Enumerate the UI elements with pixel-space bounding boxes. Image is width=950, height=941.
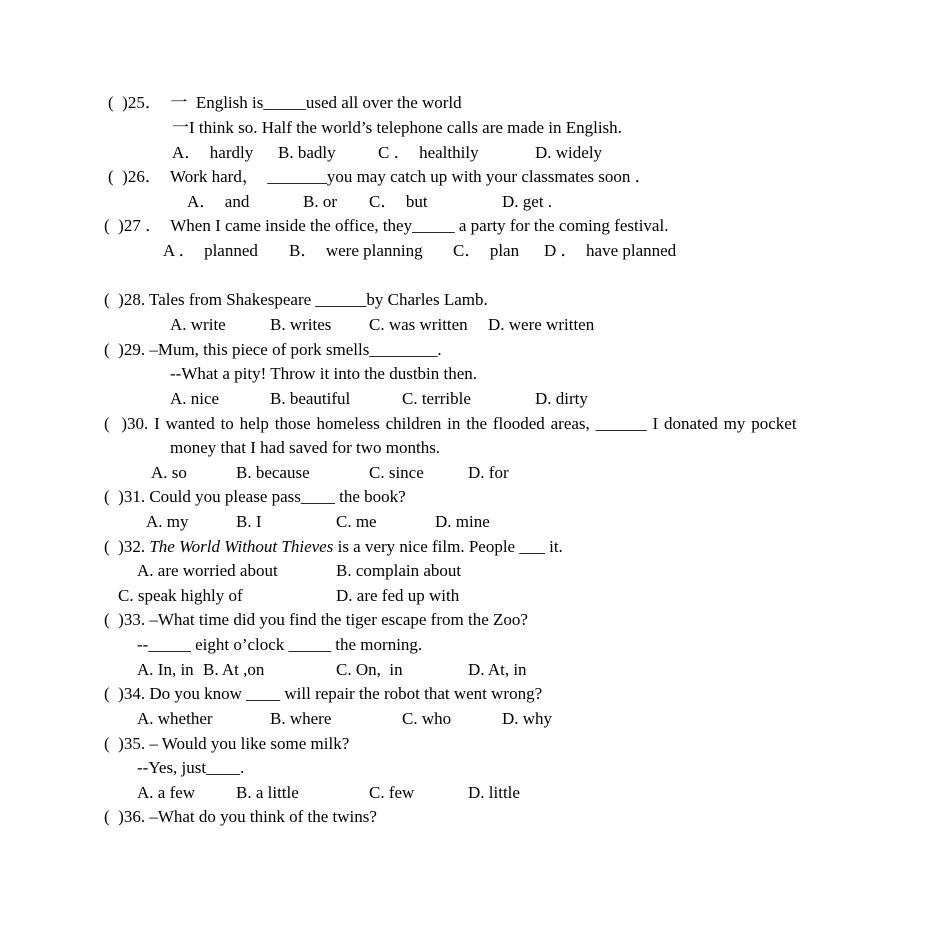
question-32-text: is a very nice film. People ___ it. <box>333 537 563 556</box>
question-25-reply: 一I think so. Half the world’s telephone calls are made in English. <box>172 118 622 137</box>
q26-option-d: D. get . <box>502 192 553 211</box>
q35-option-b: B. a little <box>236 783 299 802</box>
q31-option-a: A. my <box>146 512 189 531</box>
q35-option-a: A. a few <box>137 783 196 802</box>
question-33-reply: --_____ eight o’clock _____ the morning. <box>137 635 423 654</box>
question-32 <box>104 537 563 557</box>
film-title: The World Without Thieves <box>149 537 334 556</box>
question-27: ( )27 ． When I came inside the office, they_____ a party for the coming festival. <box>104 216 669 235</box>
q29-option-a: A. nice <box>170 389 220 408</box>
question-35: ( )35. – Would you like some milk? <box>104 734 350 753</box>
q32-option-d: D. are fed up with <box>336 586 460 605</box>
q32-option-c: C. speak highly of <box>118 586 243 605</box>
q29-option-c: C. terrible <box>402 389 471 408</box>
q27-option-a: A ． planned <box>163 241 258 260</box>
q34-option-b: B. where <box>270 709 332 728</box>
q32-option-b: B. complain about <box>336 561 462 580</box>
q30-option-d: D. for <box>468 463 509 482</box>
q27-option-c: C． plan <box>453 241 520 260</box>
q29-option-b: B. beautiful <box>270 389 351 408</box>
q27-option-d: D ． have planned <box>544 241 677 260</box>
q32-option-a: A. are worried about <box>137 561 278 580</box>
q25-option-b: B. badly <box>278 143 336 162</box>
q34-option-c: C. who <box>402 709 452 728</box>
q35-option-d: D. little <box>468 783 520 802</box>
question-30-continued: money that I had saved for two months. <box>170 438 441 457</box>
q26-option-c: C． but <box>369 192 428 211</box>
q26-option-b: B. or <box>303 192 337 211</box>
q30-option-a: A. so <box>151 463 187 482</box>
q28-option-d: D. were written <box>488 315 595 334</box>
q25-option-c: C ． healthily <box>378 143 479 162</box>
question-32-number: ( )32. <box>104 537 150 556</box>
q34-option-a: A. whether <box>137 709 213 728</box>
q26-option-a: A． and <box>187 192 250 211</box>
q33-option-b: B. At ,on <box>203 660 265 679</box>
q33-option-a: A. In, in <box>137 660 194 679</box>
question-31: ( )31. Could you please pass____ the book? <box>104 487 406 506</box>
q33-option-c: C. On, in <box>336 660 403 679</box>
q31-option-c: C. me <box>336 512 377 531</box>
q31-option-d: D. mine <box>435 512 490 531</box>
question-28: ( )28. Tales from Shakespeare ______by Charles Lamb. <box>104 290 488 309</box>
question-26: ( )26． Work hard， _______you may catch up with your classmates soon ． <box>108 167 652 186</box>
q28-option-a: A. write <box>170 315 226 334</box>
q30-option-b: B. because <box>236 463 310 482</box>
question-36: ( )36. –What do you think of the twins? <box>104 807 377 826</box>
q25-option-a: A． hardly <box>172 143 254 162</box>
question-35-reply: --Yes, just____. <box>137 758 245 777</box>
q28-option-b: B. writes <box>270 315 332 334</box>
question-33: ( )33. –What time did you find the tiger escape from the Zoo? <box>104 610 528 629</box>
q33-option-d: D. At, in <box>468 660 527 679</box>
q30-option-c: C. since <box>369 463 424 482</box>
question-34: ( )34. Do you know ____ will repair the robot that went wrong? <box>104 684 543 703</box>
q28-option-c: C. was written <box>369 315 468 334</box>
q29-option-d: D. dirty <box>535 389 588 408</box>
q34-option-d: D. why <box>502 709 553 728</box>
question-25: ( )25． 一 English is_____used all over the world <box>108 93 462 112</box>
q35-option-c: C. few <box>369 783 415 802</box>
question-29-reply: --What a pity! Throw it into the dustbin then. <box>170 364 478 383</box>
q25-option-d: D. widely <box>535 143 603 162</box>
question-30: ( )30. I wanted to help those homeless children in the flooded areas, ______ I donated my pocket <box>104 414 797 433</box>
q27-option-b: B． were planning <box>289 241 423 260</box>
q31-option-b: B. I <box>236 512 262 531</box>
question-29: ( )29. –Mum, this piece of pork smells________. <box>104 340 442 359</box>
